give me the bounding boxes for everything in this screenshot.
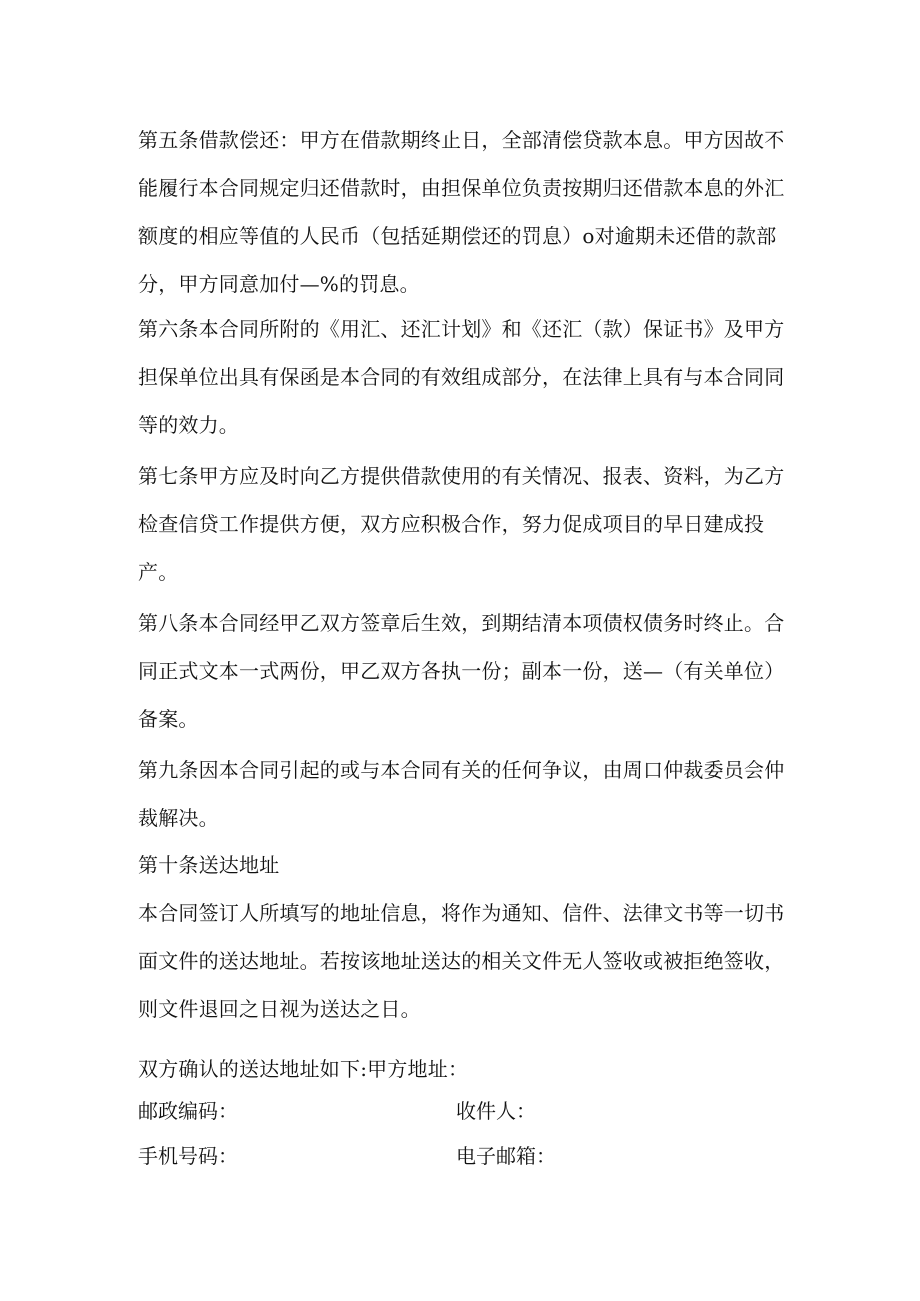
- text-line: 检查信贷工作提供方便，双方应积极合作，努力促成项目的早日建成投: [138, 512, 765, 536]
- text-line: 第八条本合同经甲乙双方签章后生效，到期结清本项债权债务时终止。合: [138, 611, 785, 635]
- text-line: 第五条借款偿还：甲方在借款期终止日，全部清偿贷款本息。甲方因故不: [138, 128, 785, 152]
- article-9-paragraph: [138, 746, 788, 842]
- article-5-paragraph: [138, 116, 788, 308]
- text-line: 本合同签订人所填写的地址信息，将作为通知、信件、法律文书等一切书: [138, 901, 785, 925]
- text-line: 第六条本合同所附的《用汇、还汇计划》和《还汇（款）保证书》及甲方: [138, 317, 785, 341]
- text-line: 同正式文本一式两份，甲乙双方各执一份；副本一份，送—（有关单位）: [138, 659, 785, 683]
- text-line: 担保单位出具有保函是本合同的有效组成部分，在法律上具有与本合同同: [138, 365, 785, 389]
- text-line: 双方确认的送达地址如下:甲方地址：: [138, 1057, 469, 1081]
- text-line: 第九条因本合同引起的或与本合同有关的任何争议，由周口仲裁委员会仲: [138, 758, 785, 782]
- text-line: 备案。: [138, 707, 199, 731]
- mobile-number-label: 手机号码：: [138, 1144, 238, 1168]
- article-10-paragraph: [138, 889, 788, 1033]
- article-10-title: [138, 841, 788, 889]
- text-line: 额度的相应等值的人民币（包括延期偿还的罚息）o对逾期未还借的款部: [138, 224, 777, 248]
- text-line: 分，甲方同意加付—%的罚息。: [138, 272, 420, 296]
- address-confirm-line: [138, 1045, 788, 1093]
- recipient-label: 收件人：: [456, 1099, 536, 1123]
- article-6-paragraph: [138, 305, 788, 449]
- text-line: 第七条甲方应及时向乙方提供借款使用的有关情况、报表、资料，为乙方: [138, 464, 785, 488]
- text-line: 第十条送达地址: [138, 853, 280, 877]
- text-line: 等的效力。: [138, 413, 239, 437]
- email-label: 电子邮箱：: [456, 1144, 556, 1168]
- text-line: 能履行本合同规定归还借款时，由担保单位负责按期归还借款本息的外汇: [138, 176, 785, 200]
- text-line: 裁解决。: [138, 806, 219, 830]
- text-line: 产。: [138, 560, 179, 584]
- text-line: 面文件的送达地址。若按该地址送达的相关文件无人签收或被拒绝签收，: [138, 949, 785, 973]
- postal-code-label: 邮政编码：: [138, 1099, 238, 1123]
- article-7-paragraph: [138, 452, 788, 596]
- article-8-paragraph: [138, 599, 788, 743]
- text-line: 则文件退回之日视为送达之日。: [138, 997, 421, 1021]
